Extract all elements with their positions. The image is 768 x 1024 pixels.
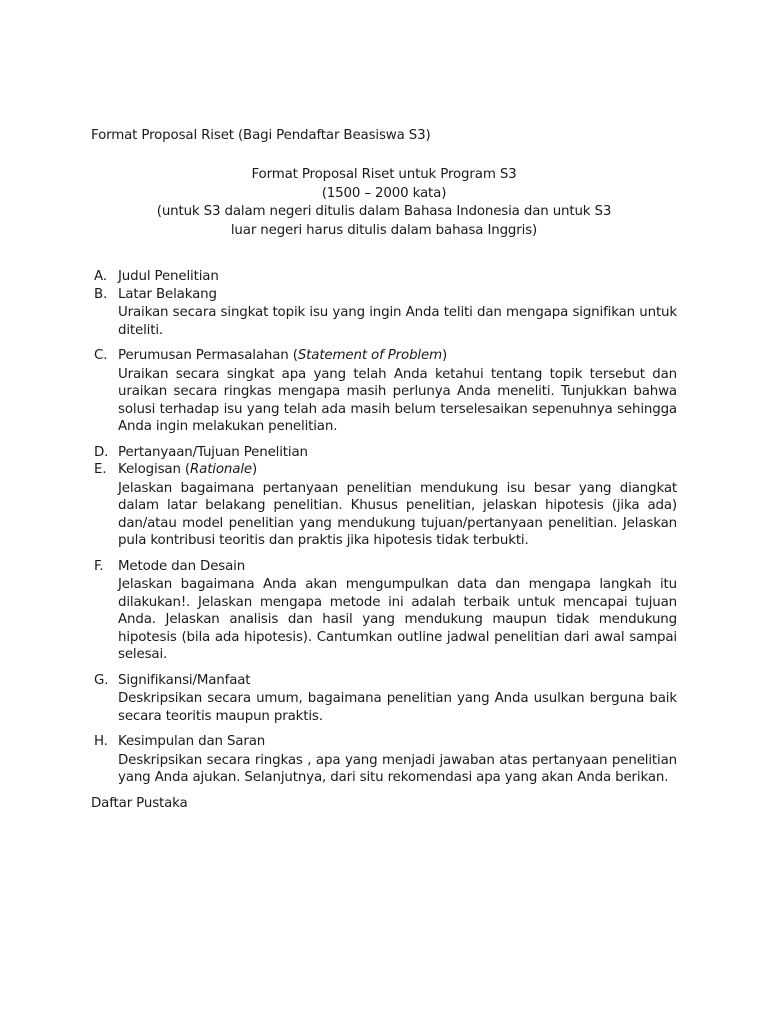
section-body: Uraikan secara singkat topik isu yang ingin Anda teliti dan mengapa signifikan untuk diteliti. — [118, 305, 677, 338]
header-line-1: Format Proposal Riset untuk Program S3 — [251, 167, 517, 182]
section-letter: H. — [94, 734, 108, 749]
section-heading — [118, 347, 677, 365]
section-body: Uraikan secara singkat apa yang telah Anda ketahui tentang topik tersebut dan uraikan secara ringkas mengapa masih perlunya Anda meneliti. Tunjukkan bahwa solusi terhadap isu yang telah ada masih belum terselesaikan sepenuhnya sehingga Anda ingin melakukan penelitian. — [118, 366, 677, 434]
section-letter: A. — [94, 269, 107, 284]
section-heading: Pertanyaan/Tujuan Penelitian — [118, 444, 308, 460]
heading-italic: Rationale — [190, 462, 252, 477]
header-line-3: (untuk S3 dalam negeri ditulis dalam Bahasa Indonesia dan untuk S3 — [156, 204, 612, 219]
section-letter: C. — [94, 348, 108, 363]
heading-italic: Statement of Problem — [297, 348, 442, 363]
section-body: Jelaskan bagaimana pertanyaan penelitian mendukung isu besar yang diangkat dalam latar belakang penelitian. Khusus penelitian, jelaskan hipotesis (jika ada) dan/atau model penelitian yang mendukung tujuan/pertanyaan penelitian. Jelaskan pula kontribusi teoritis dan praktis jika hipotesis tidak terbukti. — [118, 480, 677, 548]
section-body: Deskripsikan secara umum, bagaimana penelitian yang Anda usulkan berguna baik secara teoritis maupun praktis. — [118, 691, 677, 724]
section-body: Deskripsikan secara ringkas , apa yang menjadi jawaban atas pertanyaan penelitian yang Anda ajukan. Selanjutnya, dari situ rekomendasi apa yang akan Anda berikan. — [118, 752, 677, 785]
heading-end: ) — [441, 348, 448, 363]
heading-text: Perumusan Permasalahan ( — [118, 348, 298, 363]
section-heading: Metode dan Desain — [118, 558, 246, 574]
section-heading: Latar Belakang — [118, 286, 217, 302]
section-letter: F. — [94, 558, 104, 574]
document-title: Format Proposal Riset (Bagi Pendaftar Beasiswa S3) — [91, 128, 431, 143]
section-e — [94, 461, 677, 550]
section-d — [94, 444, 677, 462]
heading-text: Kelogisan ( — [118, 462, 190, 477]
section-letter: E. — [94, 462, 107, 477]
section-letter: D. — [94, 444, 109, 460]
section-heading — [118, 461, 677, 479]
section-a — [94, 268, 677, 286]
section-h — [94, 733, 677, 787]
section-heading: Signifikansi/Manfaat — [118, 672, 251, 688]
section-letter: B. — [94, 286, 108, 302]
section-c — [94, 347, 677, 436]
section-f — [94, 558, 677, 664]
section-body: Jelaskan bagaimana Anda akan mengumpulkan data dan mengapa langkah itu dilakukan!. Jelaskan mengapa metode ini adalah terbaik untuk mencapai tujuan Anda. Jelaskan analisis dan hasil yang mendukung maupun tidak mendukung hipotesis (bila ada hipotesis). Cantumkan outline jadwal penelitian dari awal sampai selesai. — [118, 577, 677, 662]
heading-end: ) — [251, 462, 258, 477]
proposal-header — [150, 166, 618, 240]
section-list — [94, 268, 677, 787]
section-letter: G. — [94, 672, 109, 688]
section-heading: Judul Penelitian — [118, 269, 219, 284]
section-g — [94, 672, 677, 726]
section-b — [94, 286, 677, 340]
references-title: Daftar Pustaka — [91, 796, 188, 811]
section-heading: Kesimpulan dan Saran — [118, 734, 266, 749]
header-line-4: luar negeri harus ditulis dalam bahasa Inggris) — [230, 222, 538, 238]
header-line-2: (1500 – 2000 kata) — [321, 185, 447, 201]
